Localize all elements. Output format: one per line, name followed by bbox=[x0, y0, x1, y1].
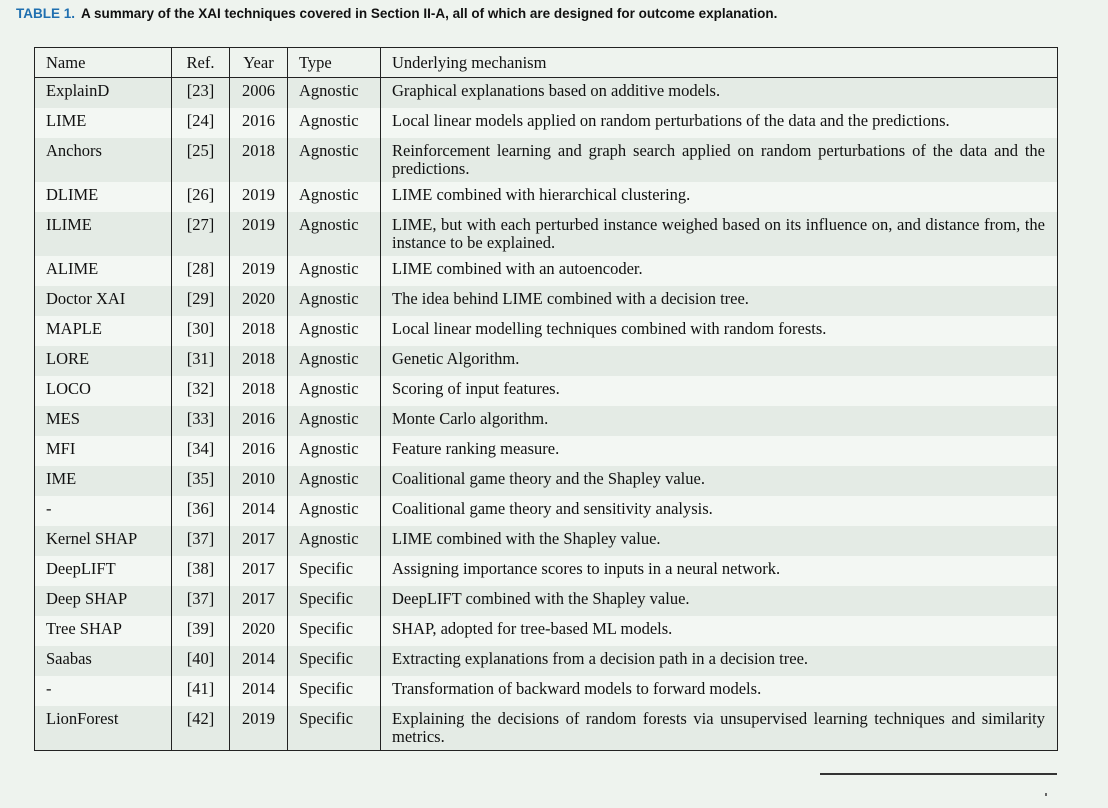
cell-type: Agnostic bbox=[288, 346, 381, 376]
cell-name: MAPLE bbox=[35, 316, 172, 346]
cell-name: MES bbox=[35, 406, 172, 436]
cell-ref: [32] bbox=[172, 376, 230, 406]
cell-year: 2019 bbox=[230, 706, 288, 751]
cell-mechanism: LIME combined with an autoencoder. bbox=[381, 256, 1058, 286]
table-row bbox=[35, 466, 1058, 496]
table-row bbox=[35, 316, 1058, 346]
cell-type: Agnostic bbox=[288, 316, 381, 346]
table-row bbox=[35, 182, 1058, 212]
cell-type: Agnostic bbox=[288, 212, 381, 256]
cell-name: ILIME bbox=[35, 212, 172, 256]
cell-mechanism: LIME combined with the Shapley value. bbox=[381, 526, 1058, 556]
cell-ref: [27] bbox=[172, 212, 230, 256]
table-row bbox=[35, 376, 1058, 406]
cell-year: 2014 bbox=[230, 496, 288, 526]
cell-name: LIME bbox=[35, 108, 172, 138]
cell-name: Deep SHAP bbox=[35, 586, 172, 616]
cell-name: LOCO bbox=[35, 376, 172, 406]
table-caption bbox=[16, 6, 777, 21]
cell-year: 2018 bbox=[230, 316, 288, 346]
header-name: Name bbox=[35, 48, 172, 78]
cell-ref: [37] bbox=[172, 586, 230, 616]
cell-ref: [28] bbox=[172, 256, 230, 286]
table-label: TABLE 1. bbox=[16, 6, 76, 21]
cell-name: IME bbox=[35, 466, 172, 496]
table-row bbox=[35, 286, 1058, 316]
cell-year: 2016 bbox=[230, 108, 288, 138]
cell-name: DeepLIFT bbox=[35, 556, 172, 586]
table-row bbox=[35, 108, 1058, 138]
cell-ref: [41] bbox=[172, 676, 230, 706]
cell-type: Specific bbox=[288, 616, 381, 646]
cell-name: ALIME bbox=[35, 256, 172, 286]
cell-ref: [24] bbox=[172, 108, 230, 138]
cell-mechanism: Feature ranking measure. bbox=[381, 436, 1058, 466]
cell-year: 2020 bbox=[230, 286, 288, 316]
cell-name: MFI bbox=[35, 436, 172, 466]
cell-mechanism: LIME, but with each perturbed instance weighed based on its influence on, and distance from, the instance to be explained. bbox=[381, 212, 1058, 256]
cell-mechanism: Assigning importance scores to inputs in a neural network. bbox=[381, 556, 1058, 586]
bottom-rule bbox=[820, 773, 1057, 775]
cell-ref: [39] bbox=[172, 616, 230, 646]
cell-mechanism: DeepLIFT combined with the Shapley value. bbox=[381, 586, 1058, 616]
cell-type: Agnostic bbox=[288, 406, 381, 436]
cell-type: Specific bbox=[288, 556, 381, 586]
cell-mechanism: Monte Carlo algorithm. bbox=[381, 406, 1058, 436]
cell-mechanism: Coalitional game theory and sensitivity analysis. bbox=[381, 496, 1058, 526]
cell-year: 2020 bbox=[230, 616, 288, 646]
table-row bbox=[35, 646, 1058, 676]
table-row bbox=[35, 78, 1058, 108]
xai-techniques-table bbox=[34, 47, 1058, 751]
header-year: Year bbox=[230, 48, 288, 78]
cell-year: 2016 bbox=[230, 406, 288, 436]
cell-mechanism: Graphical explanations based on additive models. bbox=[381, 78, 1058, 108]
table-row bbox=[35, 616, 1058, 646]
cell-type: Specific bbox=[288, 586, 381, 616]
cell-mechanism: Transformation of backward models to forward models. bbox=[381, 676, 1058, 706]
cell-year: 2019 bbox=[230, 182, 288, 212]
cell-ref: [23] bbox=[172, 78, 230, 108]
cell-mechanism: LIME combined with hierarchical clustering. bbox=[381, 182, 1058, 212]
table-row bbox=[35, 586, 1058, 616]
caption-text: A summary of the XAI techniques covered in Section II-A, all of which are designed for outcome explanation. bbox=[81, 6, 778, 21]
cell-type: Agnostic bbox=[288, 256, 381, 286]
cell-type: Agnostic bbox=[288, 526, 381, 556]
cell-type: Agnostic bbox=[288, 108, 381, 138]
cell-name: Saabas bbox=[35, 646, 172, 676]
cell-year: 2017 bbox=[230, 556, 288, 586]
cell-name: Kernel SHAP bbox=[35, 526, 172, 556]
table-row bbox=[35, 436, 1058, 466]
cell-ref: [42] bbox=[172, 706, 230, 751]
cell-year: 2018 bbox=[230, 376, 288, 406]
cell-mechanism: Extracting explanations from a decision path in a decision tree. bbox=[381, 646, 1058, 676]
cell-name: Tree SHAP bbox=[35, 616, 172, 646]
table-row bbox=[35, 138, 1058, 182]
cell-year: 2018 bbox=[230, 346, 288, 376]
cell-year: 2016 bbox=[230, 436, 288, 466]
cell-name: - bbox=[35, 496, 172, 526]
table-header-row bbox=[35, 48, 1058, 78]
cell-ref: [33] bbox=[172, 406, 230, 436]
cell-name: DLIME bbox=[35, 182, 172, 212]
cell-type: Agnostic bbox=[288, 496, 381, 526]
cell-type: Specific bbox=[288, 676, 381, 706]
cell-year: 2014 bbox=[230, 646, 288, 676]
cell-mechanism: Local linear modelling techniques combined with random forests. bbox=[381, 316, 1058, 346]
cell-name: Doctor XAI bbox=[35, 286, 172, 316]
cell-type: Specific bbox=[288, 646, 381, 676]
table-row bbox=[35, 346, 1058, 376]
cell-ref: [40] bbox=[172, 646, 230, 676]
cell-ref: [36] bbox=[172, 496, 230, 526]
cell-ref: [34] bbox=[172, 436, 230, 466]
table-row bbox=[35, 676, 1058, 706]
cell-name: LORE bbox=[35, 346, 172, 376]
cell-mechanism: SHAP, adopted for tree-based ML models. bbox=[381, 616, 1058, 646]
header-mechanism: Underlying mechanism bbox=[381, 48, 1058, 78]
cell-name: Anchors bbox=[35, 138, 172, 182]
cell-name: - bbox=[35, 676, 172, 706]
table-row bbox=[35, 212, 1058, 256]
table-row bbox=[35, 406, 1058, 436]
cell-type: Agnostic bbox=[288, 78, 381, 108]
cell-type: Agnostic bbox=[288, 466, 381, 496]
cell-year: 2010 bbox=[230, 466, 288, 496]
cell-type: Agnostic bbox=[288, 286, 381, 316]
header-type: Type bbox=[288, 48, 381, 78]
header-ref: Ref. bbox=[172, 48, 230, 78]
cell-ref: [38] bbox=[172, 556, 230, 586]
cell-ref: [29] bbox=[172, 286, 230, 316]
cell-type: Agnostic bbox=[288, 138, 381, 182]
table-row bbox=[35, 706, 1058, 751]
cell-mechanism: Explaining the decisions of random forests via unsupervised learning techniques and similarity metrics. bbox=[381, 706, 1058, 751]
table-row bbox=[35, 556, 1058, 586]
cell-year: 2018 bbox=[230, 138, 288, 182]
cell-ref: [25] bbox=[172, 138, 230, 182]
cell-year: 2014 bbox=[230, 676, 288, 706]
cell-ref: [37] bbox=[172, 526, 230, 556]
cell-mechanism: The idea behind LIME combined with a decision tree. bbox=[381, 286, 1058, 316]
cell-year: 2017 bbox=[230, 586, 288, 616]
table-row bbox=[35, 526, 1058, 556]
cell-year: 2006 bbox=[230, 78, 288, 108]
stray-mark bbox=[1045, 793, 1047, 796]
cell-name: LionForest bbox=[35, 706, 172, 751]
cell-ref: [35] bbox=[172, 466, 230, 496]
cell-mechanism: Local linear models applied on random perturbations of the data and the predictions. bbox=[381, 108, 1058, 138]
table-row bbox=[35, 496, 1058, 526]
cell-year: 2019 bbox=[230, 256, 288, 286]
cell-type: Agnostic bbox=[288, 182, 381, 212]
cell-type: Specific bbox=[288, 706, 381, 751]
cell-ref: [26] bbox=[172, 182, 230, 212]
cell-mechanism: Reinforcement learning and graph search applied on random perturbations of the data and the predictions. bbox=[381, 138, 1058, 182]
cell-mechanism: Coalitional game theory and the Shapley value. bbox=[381, 466, 1058, 496]
cell-mechanism: Scoring of input features. bbox=[381, 376, 1058, 406]
table-row bbox=[35, 256, 1058, 286]
cell-type: Agnostic bbox=[288, 376, 381, 406]
cell-ref: [30] bbox=[172, 316, 230, 346]
cell-mechanism: Genetic Algorithm. bbox=[381, 346, 1058, 376]
cell-ref: [31] bbox=[172, 346, 230, 376]
cell-name: ExplainD bbox=[35, 78, 172, 108]
table-body bbox=[35, 78, 1058, 751]
cell-year: 2017 bbox=[230, 526, 288, 556]
cell-year: 2019 bbox=[230, 212, 288, 256]
cell-type: Agnostic bbox=[288, 436, 381, 466]
